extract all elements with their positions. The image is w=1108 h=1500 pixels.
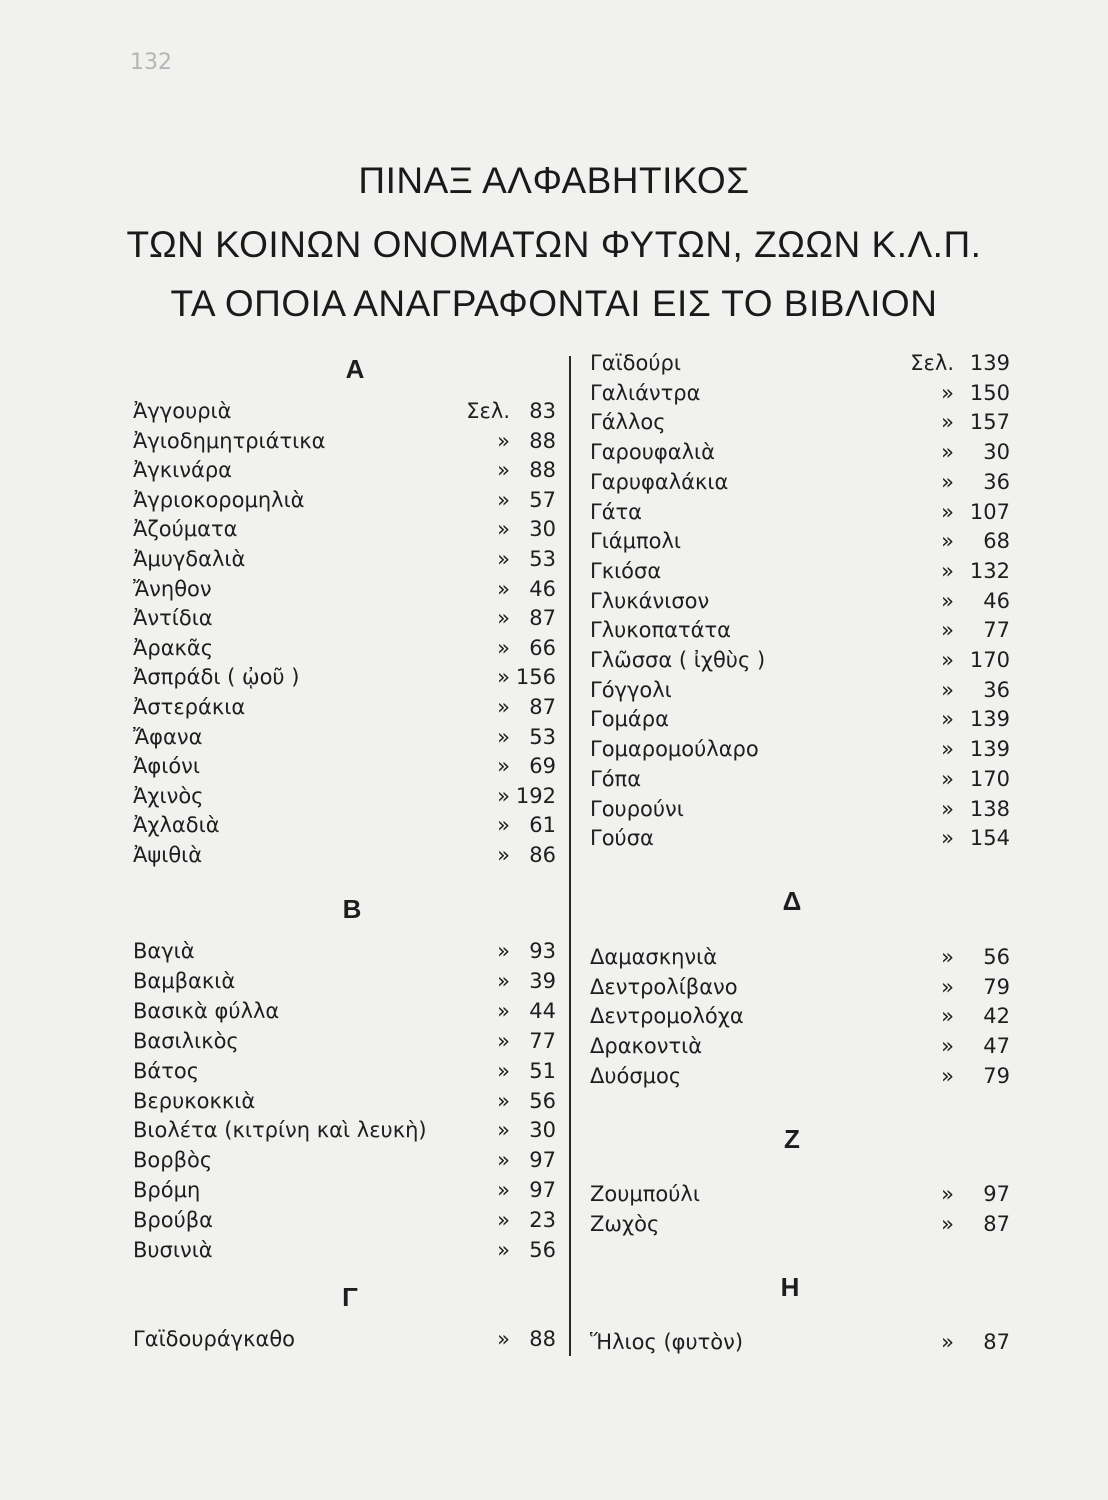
section-letter-h: Η [780,1272,800,1302]
index-entry [133,996,556,1026]
entry-name: Γαρυφαλάκια [590,469,729,494]
entry-name: Βερυκοκκιὰ [133,1088,256,1113]
entry-ref: » [941,826,954,851]
entry-ref: » [497,1178,510,1203]
entry-page: 86 [529,843,556,867]
index-entry [133,1324,556,1354]
entry-page: 154 [969,826,1010,851]
entry-ref: » [497,606,510,631]
entry-ref: » [941,440,954,465]
entry-ref: » [497,968,510,993]
entry-page: 30 [529,1118,556,1143]
entry-name: Γάλλος [590,410,666,435]
entry-ref: » [941,499,954,524]
entry-name: Ἀντίδια [133,606,213,631]
entry-page: 46 [983,588,1010,613]
entry-name: Γομαρομούλαρο [590,737,759,762]
entry-name: Γιάμπολι [590,529,682,554]
index-entry [133,455,556,485]
entry-ref: » [941,945,954,969]
index-entry [590,942,1010,972]
index-entry [133,574,556,604]
entry-ref: » [941,588,954,613]
entry-name: Βασικὰ φύλλα [133,998,280,1023]
entry-page: 39 [529,968,556,993]
entry-ref: » [497,1028,510,1053]
entry-name: Ἀγιοδημητριάτικα [133,428,326,453]
entry-page: 77 [529,1028,556,1053]
page-number: 132 [130,50,172,75]
index-entry [590,407,1010,437]
section-letter-g: Γ [342,1282,358,1312]
entry-ref: » [497,1327,510,1351]
entry-name: Δρακοντιὰ [590,1034,703,1059]
index-entry [590,526,1010,556]
entry-name: Ἀγριοκορομηλιὰ [133,487,305,512]
entry-name: Γόγγολι [590,677,672,702]
index-entry [590,1031,1010,1061]
entry-page: 87 [529,695,556,719]
entry-name: Ἥλιος (φυτὸν) [590,1330,744,1354]
entry-page: 46 [529,576,556,601]
entry-name: Γκιόσα [590,558,662,583]
index-entry [590,437,1010,467]
entry-name: Γλυκοπατάτα [590,618,731,643]
index-entry [133,1145,556,1175]
entry-ref: » [941,1004,954,1029]
entry-name: Ἀχλαδιὰ [133,813,220,838]
index-entry [133,1205,556,1235]
entry-ref: » [497,665,510,690]
entry-name: Ἀρακᾶς [133,635,214,660]
entry-ref: » [497,635,510,660]
index-entry [133,1026,556,1056]
entry-ref: » [941,766,954,791]
index-entry [133,514,556,544]
index-entry [133,810,556,840]
entry-name: Γούσα [590,826,654,851]
entry-name: Ἀγγουριὰ [133,399,232,423]
entry-ref: » [941,796,954,821]
index-entry [590,1061,1010,1091]
entry-name: Γόπα [590,766,642,791]
entry-name: Ἀστεράκια [133,695,246,719]
index-entry [133,633,556,663]
entry-ref: » [497,517,510,542]
title-line-3: ΤΑ ΟΠΟΙΑ ΑΝΑΓΡΑΦΟΝΤΑΙ ΕΙΣ ΤΟ ΒΙΒΛΙΟΝ [170,283,938,324]
index-entry [133,1086,556,1116]
entry-page: 139 [969,351,1010,375]
entry-name: Ἀζούματα [133,517,238,542]
index-entry [133,1115,556,1145]
entry-page: 69 [529,754,556,779]
index-entry [590,1179,1010,1209]
entry-page: 68 [983,529,1010,554]
entry-page: 156 [515,665,556,690]
index-entry [590,467,1010,497]
entry-page: 139 [969,707,1010,732]
entry-page: 87 [983,1330,1010,1354]
entry-name: Βρούβα [133,1208,213,1233]
entry-page: 66 [529,635,556,660]
entry-name: Βιολέτα (κιτρίνη καὶ λευκὴ) [133,1118,427,1143]
index-entry [133,662,556,692]
entry-page: 83 [529,399,556,423]
entry-ref: » [941,469,954,494]
index-entry [133,722,556,752]
entry-name: Βασιλικὸς [133,1028,239,1053]
index-entry [133,840,556,870]
entry-page: 170 [969,766,1010,791]
entry-ref: » [941,648,954,672]
entry-name: Γαρουφαλιὰ [590,440,715,465]
entry-ref: » [497,428,510,453]
entry-ref: » [497,998,510,1023]
entry-page: 56 [529,1088,556,1113]
entry-name: Βαμβακιὰ [133,968,236,993]
entry-ref: » [941,974,954,999]
entry-ref: » [941,1330,954,1354]
entry-ref: » [497,1118,510,1143]
index-entry [590,823,1010,853]
entry-ref: » [941,707,954,732]
entry-page: 157 [969,410,1010,435]
entry-page: 57 [529,487,556,512]
entry-name: Γαϊδούρι [590,351,681,375]
entry-ref: » [497,458,510,483]
index-entry [590,615,1010,645]
entry-page: 23 [529,1208,556,1233]
entry-name: Γουρούνι [590,796,684,821]
index-entry [133,1235,556,1265]
entry-page: 150 [969,380,1010,405]
entry-page: 132 [969,558,1010,583]
entry-ref: » [941,1182,954,1206]
entry-page: 42 [983,1004,1010,1029]
entry-ref: Σελ. [466,399,510,423]
entry-ref: » [941,380,954,405]
entry-page: 53 [529,724,556,749]
entry-page: 88 [529,458,556,483]
entry-ref: » [497,754,510,779]
entry-page: 170 [969,648,1010,672]
entry-ref: » [941,618,954,643]
entry-name: Γλῶσσα ( ἰχθὺς ) [590,648,766,672]
index-entry [133,544,556,574]
entry-ref: » [941,529,954,554]
entry-name: Ἀμυγδαλιὰ [133,547,246,571]
entry-ref: » [497,487,510,512]
entry-name: Γαϊδουράγκαθο [133,1327,296,1351]
index-entry [590,497,1010,527]
column-divider [569,356,571,1356]
entry-ref: » [941,1211,954,1236]
index-entry [133,396,556,426]
entry-ref: » [497,1148,510,1173]
index-entry [590,764,1010,794]
index-entry [133,1175,556,1205]
index-entry [133,426,556,456]
entry-page: 139 [969,737,1010,762]
entry-ref: » [941,677,954,702]
entry-page: 87 [983,1211,1010,1236]
entry-name: Ἄφανα [133,724,203,749]
entry-ref: » [497,1058,510,1083]
index-entry [590,645,1010,675]
entry-name: Βυσινιὰ [133,1238,213,1262]
entry-ref: » [497,939,510,963]
entry-ref: » [941,1063,954,1088]
entry-name: Δαμασκηνιὰ [590,945,718,969]
entry-name: Γαλιάντρα [590,380,701,405]
entry-page: 51 [529,1058,556,1083]
entry-ref: » [941,737,954,762]
entry-page: 138 [969,796,1010,821]
entry-name: Δεντρομολόχα [590,1004,744,1029]
entry-page: 107 [969,499,1010,524]
entry-page: 87 [529,606,556,631]
entry-ref: » [497,843,510,867]
title-line-2: ΤΩΝ ΚΟΙΝΩΝ ΟΝΟΜΑΤΩΝ ΦΥΤΩΝ, ΖΩΩΝ Κ.Λ.Π. [126,224,982,265]
entry-page: 88 [529,428,556,453]
entry-page: 79 [983,974,1010,999]
entry-name: Γάτα [590,499,643,524]
entry-page: 97 [529,1178,556,1203]
entry-ref: » [941,410,954,435]
index-entry [133,966,556,996]
index-entry [590,1327,1010,1357]
entry-name: Γομάρα [590,707,669,732]
entry-name: Ἀσπράδι ( ᾠοῦ ) [133,665,300,690]
entry-ref: » [497,783,510,808]
entry-ref: » [497,1208,510,1233]
section-letter-a: Α [345,354,365,384]
entry-ref: Σελ. [910,351,954,375]
index-entry [133,692,556,722]
entry-ref: » [497,695,510,719]
section-letter-b: Β [342,894,362,924]
section-letter-z: Ζ [784,1124,800,1154]
index-entry [133,751,556,781]
entry-name: Βάτος [133,1058,200,1083]
entry-name: Ἀχινὸς [133,783,204,808]
index-entry [133,485,556,515]
index-entry [590,704,1010,734]
entry-name: Ἀφιόνι [133,754,201,779]
entry-page: 44 [529,998,556,1023]
entry-page: 93 [529,939,556,963]
index-entry [133,781,556,811]
entry-name: Δυόσμος [590,1063,682,1088]
entry-name: Ζωχὸς [590,1211,660,1236]
entry-name: Γλυκάνισον [590,588,710,613]
entry-name: Δεντρολίβανο [590,974,738,999]
index-entry [590,1209,1010,1239]
entry-page: 192 [515,783,556,808]
index-entry [590,348,1010,378]
entry-page: 47 [983,1034,1010,1059]
entry-name: Βορβὸς [133,1148,213,1173]
entry-name: Ζουμπούλι [590,1182,700,1206]
entry-name: Ἀψιθιὰ [133,843,203,867]
entry-ref: » [497,576,510,601]
entry-name: Ἀγκινάρα [133,458,233,483]
entry-ref: » [941,1034,954,1059]
entry-page: 77 [983,618,1010,643]
index-entry [590,734,1010,764]
section-letter-d: Δ [782,886,802,916]
entry-page: 36 [983,469,1010,494]
index-entry [590,675,1010,705]
index-entry [133,1056,556,1086]
index-entry [590,794,1010,824]
entry-page: 88 [529,1327,556,1351]
entry-page: 53 [529,547,556,571]
entry-name: Βρόμη [133,1178,201,1203]
index-entry [590,378,1010,408]
entry-page: 79 [983,1063,1010,1088]
entry-ref: » [497,547,510,571]
entry-ref: » [497,1238,510,1262]
entry-page: 61 [529,813,556,838]
entry-page: 97 [529,1148,556,1173]
entry-ref: » [497,813,510,838]
title-line-1: ΠΙΝΑΞ ΑΛΦΑΒΗΤΙΚΟΣ [358,160,750,201]
index-entry [590,1001,1010,1031]
index-entry [590,556,1010,586]
entry-name: Βαγιὰ [133,939,195,963]
index-entry [133,936,556,966]
entry-page: 56 [529,1238,556,1262]
entry-page: 30 [529,517,556,542]
entry-page: 56 [983,945,1010,969]
index-entry [133,603,556,633]
entry-name: Ἄνηθον [133,576,212,601]
entry-page: 30 [983,440,1010,465]
entry-ref: » [497,724,510,749]
entry-ref: » [941,558,954,583]
entry-page: 97 [983,1182,1010,1206]
entry-page: 36 [983,677,1010,702]
entry-ref: » [497,1088,510,1113]
index-entry [590,586,1010,616]
index-entry [590,972,1010,1002]
